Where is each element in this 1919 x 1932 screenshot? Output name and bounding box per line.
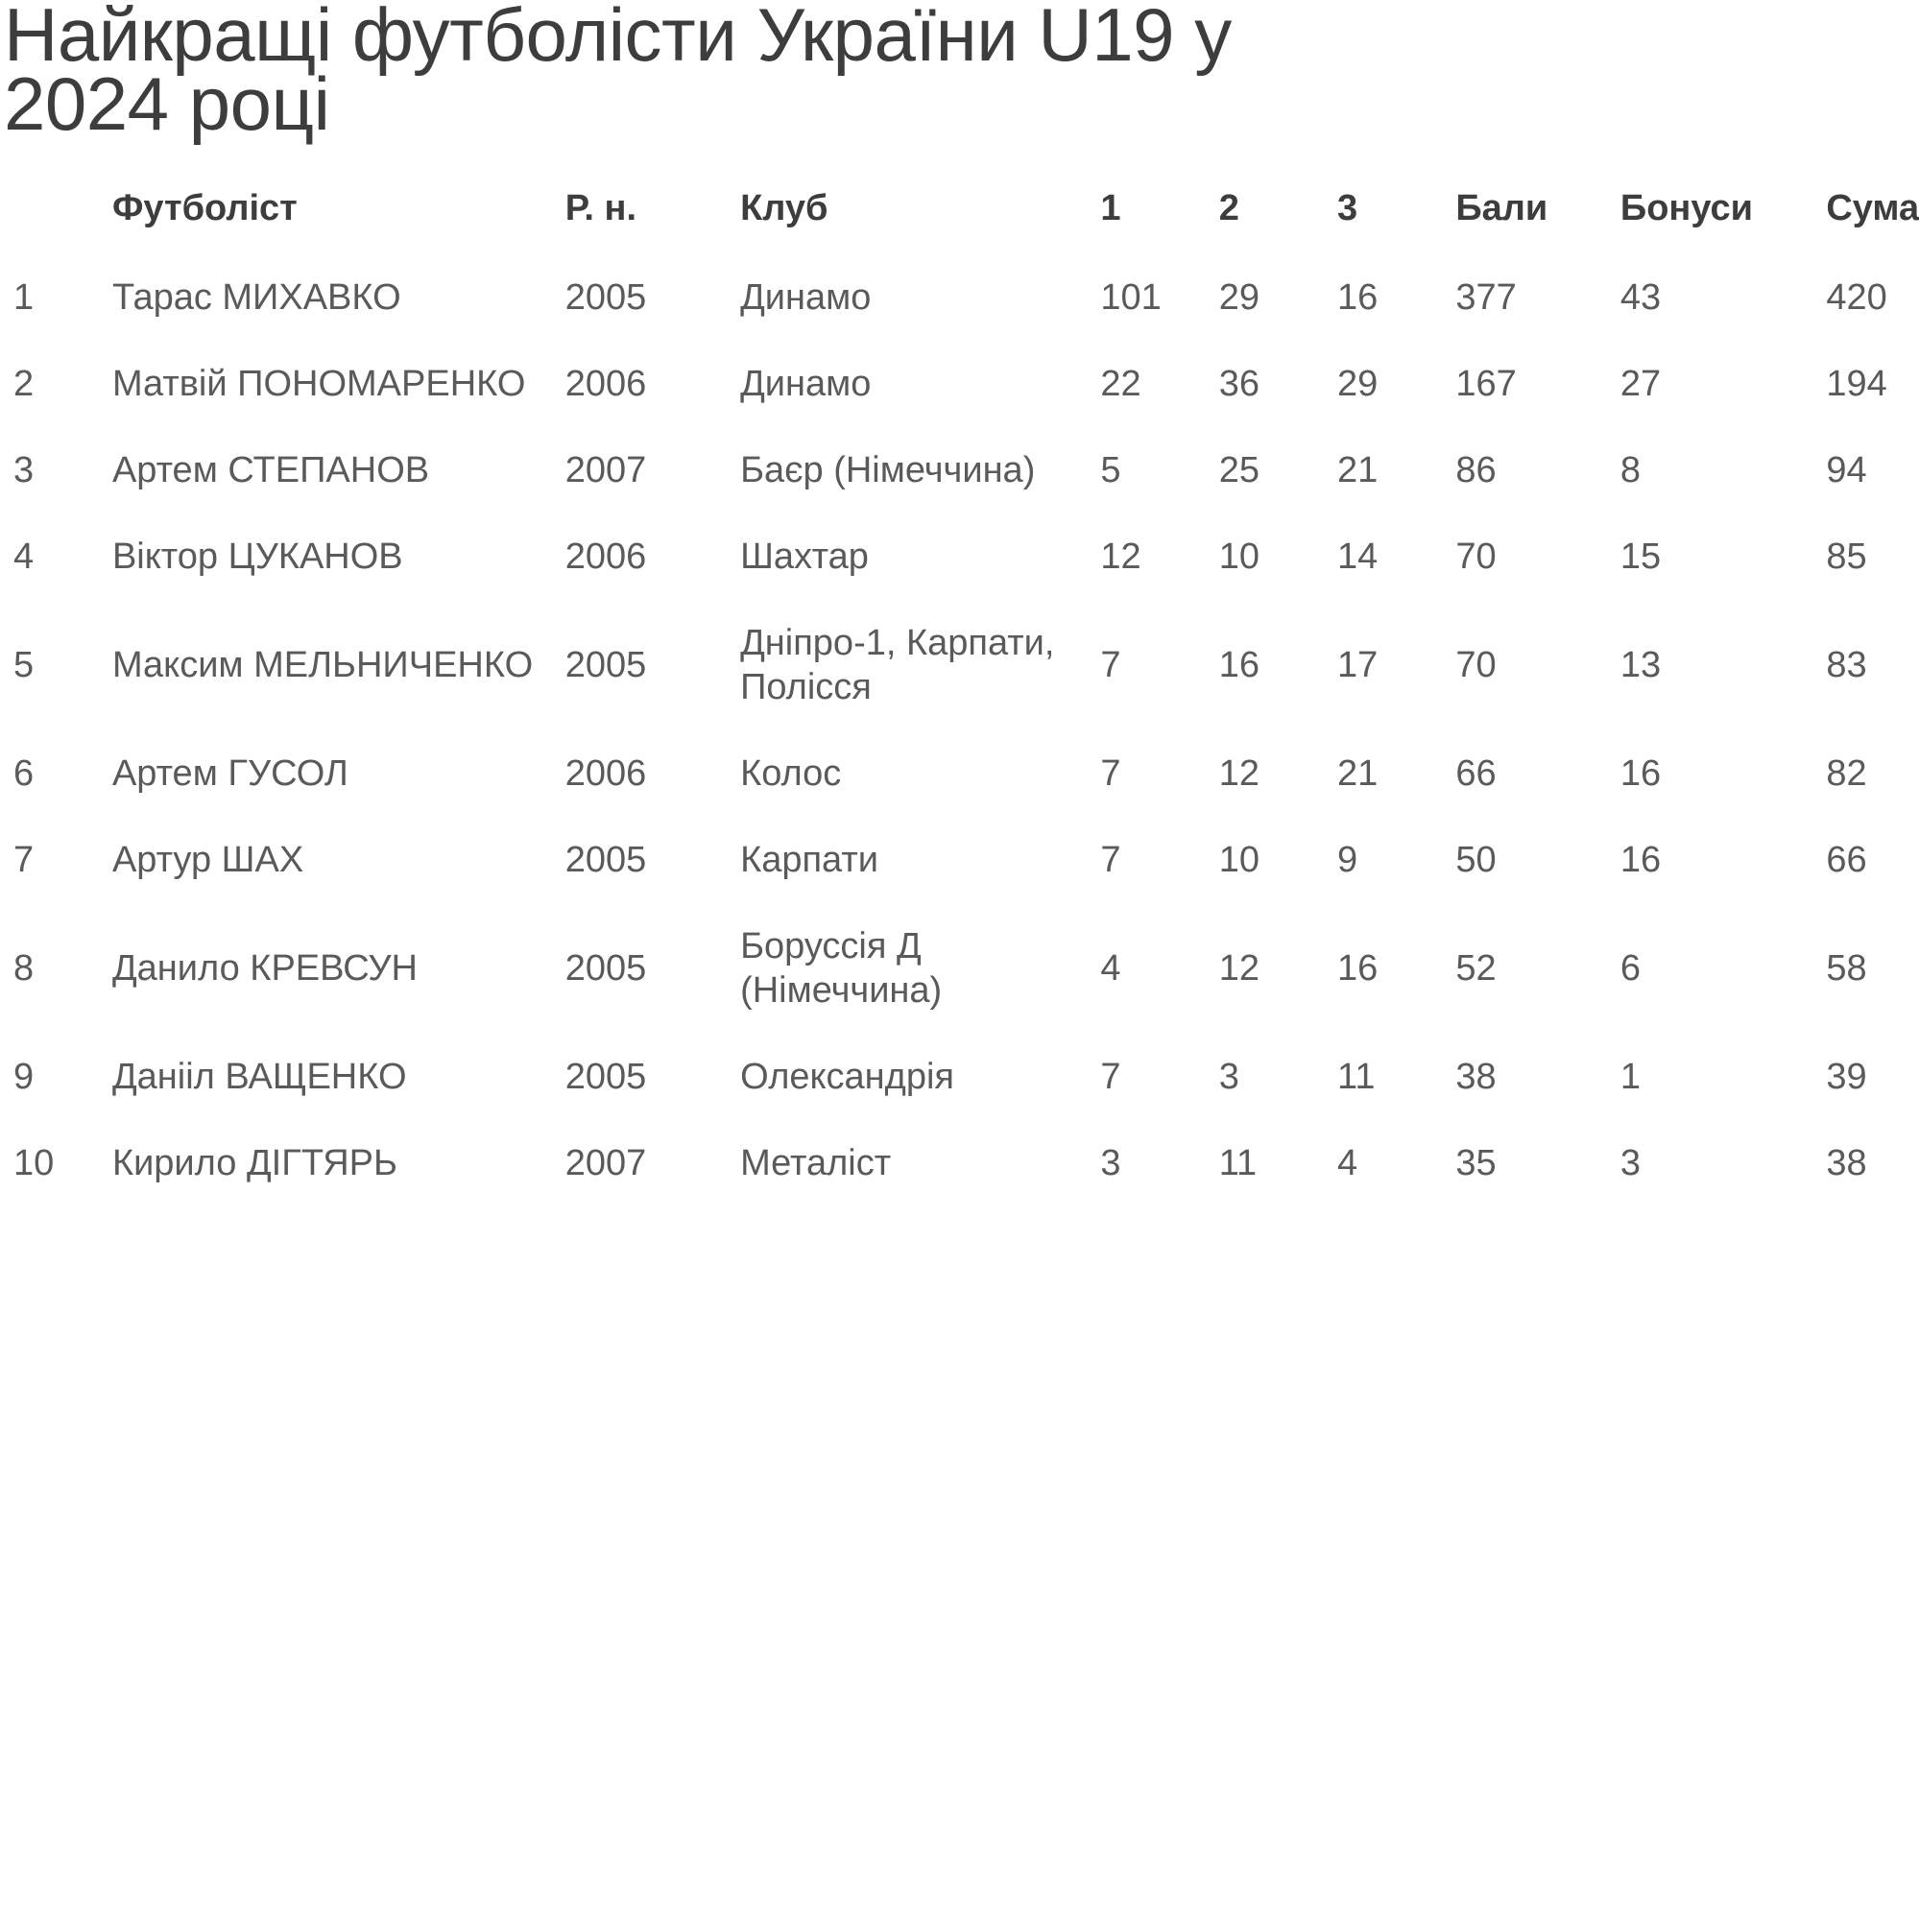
cell-year: 2005	[564, 948, 647, 989]
cell-second-place: 10	[1218, 537, 1259, 577]
cell-second-place: 16	[1218, 645, 1259, 685]
cell-bonus: 3	[1619, 1143, 1642, 1183]
cell-bonus: 6	[1619, 948, 1642, 989]
cell-first-place: 7	[1100, 1057, 1121, 1097]
cell-points: 70	[1455, 537, 1497, 577]
cell-club: Динамо	[740, 277, 872, 318]
cell-rank: 10	[13, 1143, 55, 1183]
column-header-rank	[0, 180, 99, 254]
column-header-second-place: 2	[1218, 188, 1239, 228]
cell-sum: 58	[1826, 948, 1867, 989]
cell-third-place: 9	[1337, 840, 1358, 880]
column-header-sum: Сума	[1826, 188, 1919, 228]
cell-third-place: 16	[1337, 948, 1379, 989]
page-title-line-2: 2024 році	[4, 61, 330, 146]
cell-year: 2005	[564, 645, 647, 685]
cell-third-place: 21	[1337, 450, 1379, 490]
cell-player: Артур ШАХ	[111, 840, 304, 880]
table-row	[0, 1034, 1919, 1120]
column-header-third-place: 3	[1337, 188, 1358, 228]
table-row	[0, 427, 1919, 513]
cell-first-place: 12	[1100, 537, 1141, 577]
cell-sum: 94	[1826, 450, 1867, 490]
table-row	[0, 341, 1919, 427]
cell-player: Віктор ЦУКАНОВ	[111, 537, 403, 577]
cell-year: 2006	[564, 753, 647, 794]
table-row	[0, 1120, 1919, 1206]
table-body	[0, 254, 1919, 1206]
cell-second-place: 11	[1218, 1143, 1258, 1183]
cell-third-place: 14	[1337, 537, 1379, 577]
page-title	[0, 0, 1919, 146]
cell-second-place: 10	[1218, 840, 1259, 880]
cell-rank: 7	[13, 840, 35, 880]
table-row	[0, 903, 1919, 1034]
cell-year: 2007	[564, 450, 647, 490]
table-row	[0, 513, 1919, 600]
column-header-player: Футболіст	[111, 188, 298, 228]
cell-second-place: 25	[1218, 450, 1259, 490]
cell-sum: 194	[1826, 364, 1887, 404]
cell-third-place: 16	[1337, 277, 1379, 318]
cell-first-place: 7	[1100, 645, 1121, 685]
cell-rank: 5	[13, 645, 35, 685]
cell-sum: 420	[1826, 277, 1887, 318]
cell-points: 70	[1455, 645, 1497, 685]
cell-points: 50	[1455, 840, 1497, 880]
column-header-first-place: 1	[1100, 188, 1121, 228]
column-header-points: Бали	[1455, 188, 1548, 228]
cell-points: 66	[1455, 753, 1497, 794]
cell-year: 2005	[564, 277, 647, 318]
cell-bonus: 8	[1619, 450, 1642, 490]
cell-bonus: 1	[1619, 1057, 1642, 1097]
cell-third-place: 17	[1337, 645, 1379, 685]
cell-sum: 82	[1826, 753, 1867, 794]
ranking-table-container	[0, 180, 1919, 1206]
cell-player: Кирило ДІГТЯРЬ	[111, 1143, 397, 1183]
cell-year: 2005	[564, 840, 647, 880]
cell-points: 38	[1455, 1057, 1497, 1097]
cell-bonus: 13	[1619, 645, 1662, 685]
cell-first-place: 22	[1100, 364, 1141, 404]
cell-second-place: 29	[1218, 277, 1259, 318]
cell-club: Колос	[740, 753, 842, 794]
cell-points: 86	[1455, 450, 1497, 490]
cell-rank: 9	[13, 1057, 35, 1097]
cell-player: Артем СТЕПАНОВ	[111, 450, 430, 490]
cell-player: Артем ГУСОЛ	[111, 753, 348, 794]
table-row	[0, 600, 1919, 730]
cell-first-place: 101	[1100, 277, 1162, 318]
cell-third-place: 21	[1337, 753, 1379, 794]
cell-points: 377	[1455, 277, 1517, 318]
column-header-bonus: Бонуси	[1619, 188, 1754, 228]
cell-club: Олександрія	[740, 1057, 954, 1097]
cell-year: 2006	[564, 364, 647, 404]
cell-year: 2007	[564, 1143, 647, 1183]
cell-player: Данило КРЕВСУН	[111, 948, 418, 989]
cell-first-place: 4	[1100, 948, 1121, 989]
cell-second-place: 36	[1218, 364, 1259, 404]
cell-third-place: 29	[1337, 364, 1379, 404]
cell-sum: 39	[1826, 1057, 1867, 1097]
cell-rank: 6	[13, 753, 35, 794]
cell-club: Металіст	[740, 1143, 892, 1183]
cell-bonus: 15	[1619, 537, 1662, 577]
cell-player: Максим МЕЛЬНИЧЕНКО	[111, 645, 534, 685]
cell-rank: 3	[13, 450, 35, 490]
cell-club: Динамо	[740, 364, 872, 404]
cell-bonus: 27	[1619, 364, 1662, 404]
cell-club: Карпати	[740, 840, 878, 880]
cell-sum: 66	[1826, 840, 1867, 880]
cell-first-place: 7	[1100, 840, 1121, 880]
table-row	[0, 254, 1919, 341]
table-row	[0, 730, 1919, 817]
cell-second-place: 12	[1218, 753, 1259, 794]
table-row	[0, 817, 1919, 903]
cell-bonus: 16	[1619, 840, 1662, 880]
cell-sum: 85	[1826, 537, 1867, 577]
cell-club: Шахтар	[740, 537, 869, 577]
cell-club: Баєр (Німеччина)	[740, 450, 1036, 490]
column-header-year: Р. н.	[564, 188, 637, 228]
table-header	[0, 180, 1919, 254]
cell-player: Матвій ПОНОМАРЕНКО	[111, 364, 526, 404]
cell-bonus: 16	[1619, 753, 1662, 794]
cell-points: 35	[1455, 1143, 1497, 1183]
cell-sum: 38	[1826, 1143, 1867, 1183]
cell-first-place: 3	[1100, 1143, 1121, 1183]
table-header-row	[0, 180, 1919, 254]
ranking-table	[0, 180, 1919, 1206]
cell-third-place: 4	[1337, 1143, 1358, 1183]
cell-rank: 8	[13, 948, 35, 989]
cell-first-place: 7	[1100, 753, 1121, 794]
cell-first-place: 5	[1100, 450, 1121, 490]
cell-third-place: 11	[1337, 1057, 1376, 1097]
cell-second-place: 12	[1218, 948, 1259, 989]
cell-points: 52	[1455, 948, 1497, 989]
cell-points: 167	[1455, 364, 1517, 404]
cell-second-place: 3	[1218, 1057, 1239, 1097]
column-header-club: Клуб	[740, 188, 828, 228]
cell-rank: 2	[13, 364, 35, 404]
cell-year: 2005	[564, 1057, 647, 1097]
cell-bonus: 43	[1619, 277, 1662, 318]
cell-club: Боруссія Д (Німеччина)	[740, 926, 943, 1011]
cell-sum: 83	[1826, 645, 1867, 685]
cell-player: Тарас МИХАВКО	[111, 277, 401, 318]
cell-rank: 1	[13, 277, 35, 318]
cell-player: Данііл ВАЩЕНКО	[111, 1057, 407, 1097]
cell-rank: 4	[13, 537, 35, 577]
cell-year: 2006	[564, 537, 647, 577]
cell-club: Дніпро-1, Карпати, Полісся	[740, 623, 1055, 707]
page-title-line-1: Найкращі футболісти України U19 у	[4, 0, 1232, 77]
